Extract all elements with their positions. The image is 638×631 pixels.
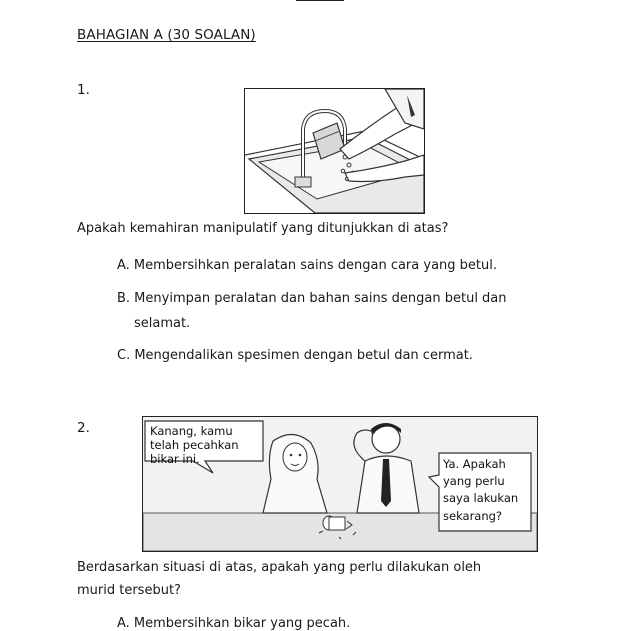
speech-bubble-right-line-4: sekarang? — [443, 509, 503, 523]
speech-bubble-left-line-1: Kanang, kamu — [150, 424, 233, 438]
speech-bubble-left-line-3: bikar ini. — [150, 452, 200, 466]
question-1-option-b-continued: selamat. — [134, 316, 191, 331]
question-2-text-line-1: Berdasarkan situasi di atas, apakah yang perlu dilakukan oleh — [77, 560, 482, 575]
speech-bubble-right-line-2: yang perlu — [443, 474, 505, 488]
question-1-number: 1. — [77, 82, 90, 98]
speech-bubble-right-line-3: saya lakukan — [443, 491, 519, 505]
question-1-option-a[interactable]: A. Membersihkan peralatan sains dengan cara yang betul. — [117, 258, 497, 273]
question-1-option-c[interactable]: C. Mengendalikan spesimen dengan betul dan cermat. — [117, 348, 473, 363]
section-title: BAHAGIAN A (30 SOALAN) — [77, 27, 256, 43]
speech-bubble-right-line-1: Ya. Apakah — [443, 457, 506, 471]
question-2-illustration — [142, 416, 538, 552]
question-1-text: Apakah kemahiran manipulatif yang ditunjukkan di atas? — [77, 221, 449, 236]
question-2-option-a[interactable]: A. Membersihkan bikar yang pecah. — [117, 616, 351, 631]
question-1-option-b[interactable]: B. Menyimpan peralatan dan bahan sains dengan betul dan — [117, 291, 507, 306]
speech-bubble-left-line-2: telah pecahkan — [150, 438, 239, 452]
question-2-text-line-2: murid tersebut? — [77, 583, 181, 598]
broken-beaker-scene-drawing — [143, 417, 537, 551]
header-rule — [296, 0, 344, 1]
washing-equipment-drawing — [245, 89, 424, 213]
question-1-illustration — [244, 88, 425, 214]
question-2-number: 2. — [77, 420, 90, 436]
